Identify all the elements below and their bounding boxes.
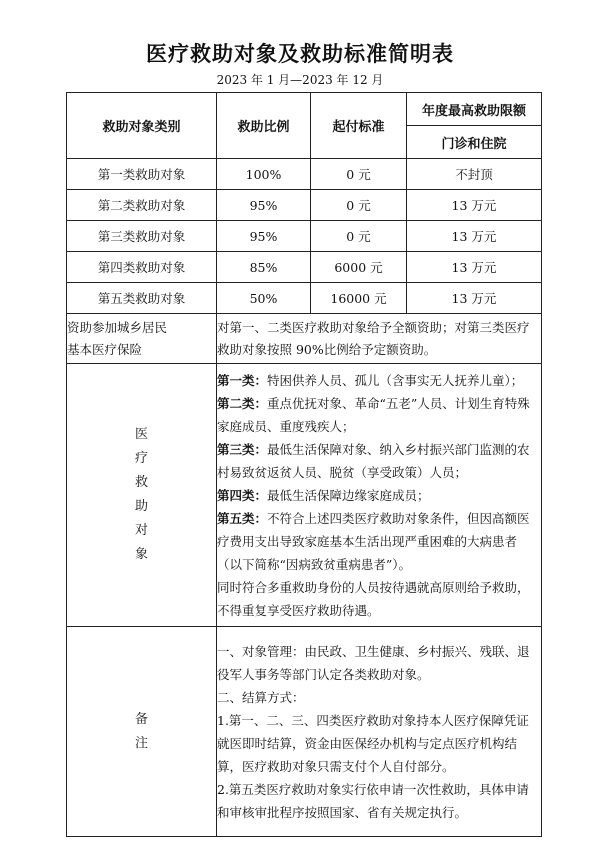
aid-objects-label-char: 疗 xyxy=(134,451,148,466)
row-ratio: 95% xyxy=(217,190,311,221)
row-limit: 13 万元 xyxy=(407,190,542,221)
row-threshold: 0 元 xyxy=(311,159,407,190)
row-threshold: 16000 元 xyxy=(311,283,407,314)
row-category: 第四类救助对象 xyxy=(67,252,217,283)
table-row xyxy=(67,190,542,221)
aid-objects-label-char: 助 xyxy=(134,499,148,514)
row-ratio: 50% xyxy=(217,283,311,314)
header-row xyxy=(67,93,542,126)
header-annual-limit: 年度最高救助限额 xyxy=(407,93,542,126)
row-ratio: 85% xyxy=(217,252,311,283)
aid-object-item xyxy=(217,507,541,576)
table-row xyxy=(67,252,542,283)
header-category: 救助对象类别 xyxy=(67,93,217,159)
remarks-line: 1.第一、二、三、四类医疗救助对象持本人医疗保障凭证就医即时结算，资金由医保经办机构与定点医疗机构结算，医疗救助对象只需支付个人自付部分。 xyxy=(217,712,529,774)
row-threshold: 0 元 xyxy=(311,190,407,221)
remarks-line: 二、结算方式： xyxy=(217,689,305,705)
row-limit: 13 万元 xyxy=(407,221,542,252)
aid-object-head: 第四类： xyxy=(217,487,268,503)
aid-object-text: 最低生活保障对象、纳入乡村振兴部门监测的农村易致贫返贫人员、脱贫（享受政策）人员； xyxy=(217,441,530,480)
aid-object-item xyxy=(217,369,541,392)
aid-standards-table xyxy=(66,92,542,837)
row-limit: 13 万元 xyxy=(407,283,542,314)
aid-objects-label-char: 象 xyxy=(134,547,148,562)
row-limit: 13 万元 xyxy=(407,252,542,283)
remarks-line: 2.第五类医疗救助对象实行依申请一次性救助，具体申请和审核审批程序按照国家、省有关规定执行。 xyxy=(217,781,529,820)
aid-object-head: 第三类： xyxy=(217,441,268,457)
aid-objects-note: 同时符合多重救助身份的人员按待遇就高原则给予救助，不得重复享受医疗救助待遇。 xyxy=(217,579,530,618)
table-row xyxy=(67,283,542,314)
aid-objects-label-char: 救 xyxy=(134,475,148,490)
aid-objects-label-char: 医 xyxy=(134,427,148,442)
insurance-funding-label xyxy=(67,314,217,364)
header-threshold: 起付标准 xyxy=(311,93,407,159)
remarks-label-char: 注 xyxy=(134,735,148,751)
row-category: 第一类救助对象 xyxy=(67,159,217,190)
header-outpatient-inpatient: 门诊和住院 xyxy=(407,126,542,159)
aid-object-text: 特困供养人员、孤儿（含事实无人抚养儿童）； xyxy=(267,372,524,388)
row-ratio: 95% xyxy=(217,221,311,252)
aid-objects-content xyxy=(217,364,542,627)
insurance-funding-label-line2: 基本医疗保险 xyxy=(67,341,143,357)
aid-objects-label xyxy=(67,364,217,627)
aid-object-item xyxy=(217,438,541,484)
remarks-line: 一、对象管理：由民政、卫生健康、乡村振兴、残联、退役军人事务等部门认定各类救助对象。 xyxy=(217,643,530,682)
document-title: 医疗救助对象及救助标准简明表 xyxy=(146,42,454,66)
insurance-funding-row xyxy=(67,314,542,364)
document-period: 2023 年 1 月—2023 年 12 月 xyxy=(216,73,384,87)
row-threshold: 6000 元 xyxy=(311,252,407,283)
insurance-funding-text: 对第一、二类医疗救助对象给予全额资助；对第三类医疗救助对象按照 90%比例给予定额资助。 xyxy=(217,314,542,364)
insurance-funding-label-line1: 资助参加城乡居民 xyxy=(67,319,168,335)
aid-object-head: 第二类： xyxy=(217,395,268,411)
aid-object-text: 不符合上述四类医疗救助对象条件，但因高额医疗费用支出导致家庭基本生活出现严重困难的大病患者（以下简称“因病致贫重病患者”）。 xyxy=(217,510,530,572)
aid-objects-row xyxy=(67,364,542,627)
aid-objects-label-char: 对 xyxy=(134,523,148,538)
table-row xyxy=(67,221,542,252)
row-threshold: 0 元 xyxy=(311,221,407,252)
aid-object-head: 第一类： xyxy=(217,372,268,388)
aid-object-text: 重点优抚对象、革命“五老”人员、计划生育特殊家庭成员、重度残疾人； xyxy=(217,395,530,434)
aid-object-item xyxy=(217,484,541,507)
row-category: 第三类救助对象 xyxy=(67,221,217,252)
row-category: 第二类救助对象 xyxy=(67,190,217,221)
table-row xyxy=(67,159,542,190)
header-ratio: 救助比例 xyxy=(217,93,311,159)
aid-object-head: 第五类： xyxy=(217,510,268,526)
row-ratio: 100% xyxy=(217,159,311,190)
aid-object-text: 最低生活保障边缘家庭成员； xyxy=(267,487,430,503)
row-limit: 不封顶 xyxy=(407,159,542,190)
aid-object-item xyxy=(217,392,541,438)
remarks-row xyxy=(67,627,542,837)
remarks-label xyxy=(67,627,217,837)
remarks-label-char: 备 xyxy=(134,711,148,727)
remarks-content xyxy=(217,627,542,837)
row-category: 第五类救助对象 xyxy=(67,283,217,314)
